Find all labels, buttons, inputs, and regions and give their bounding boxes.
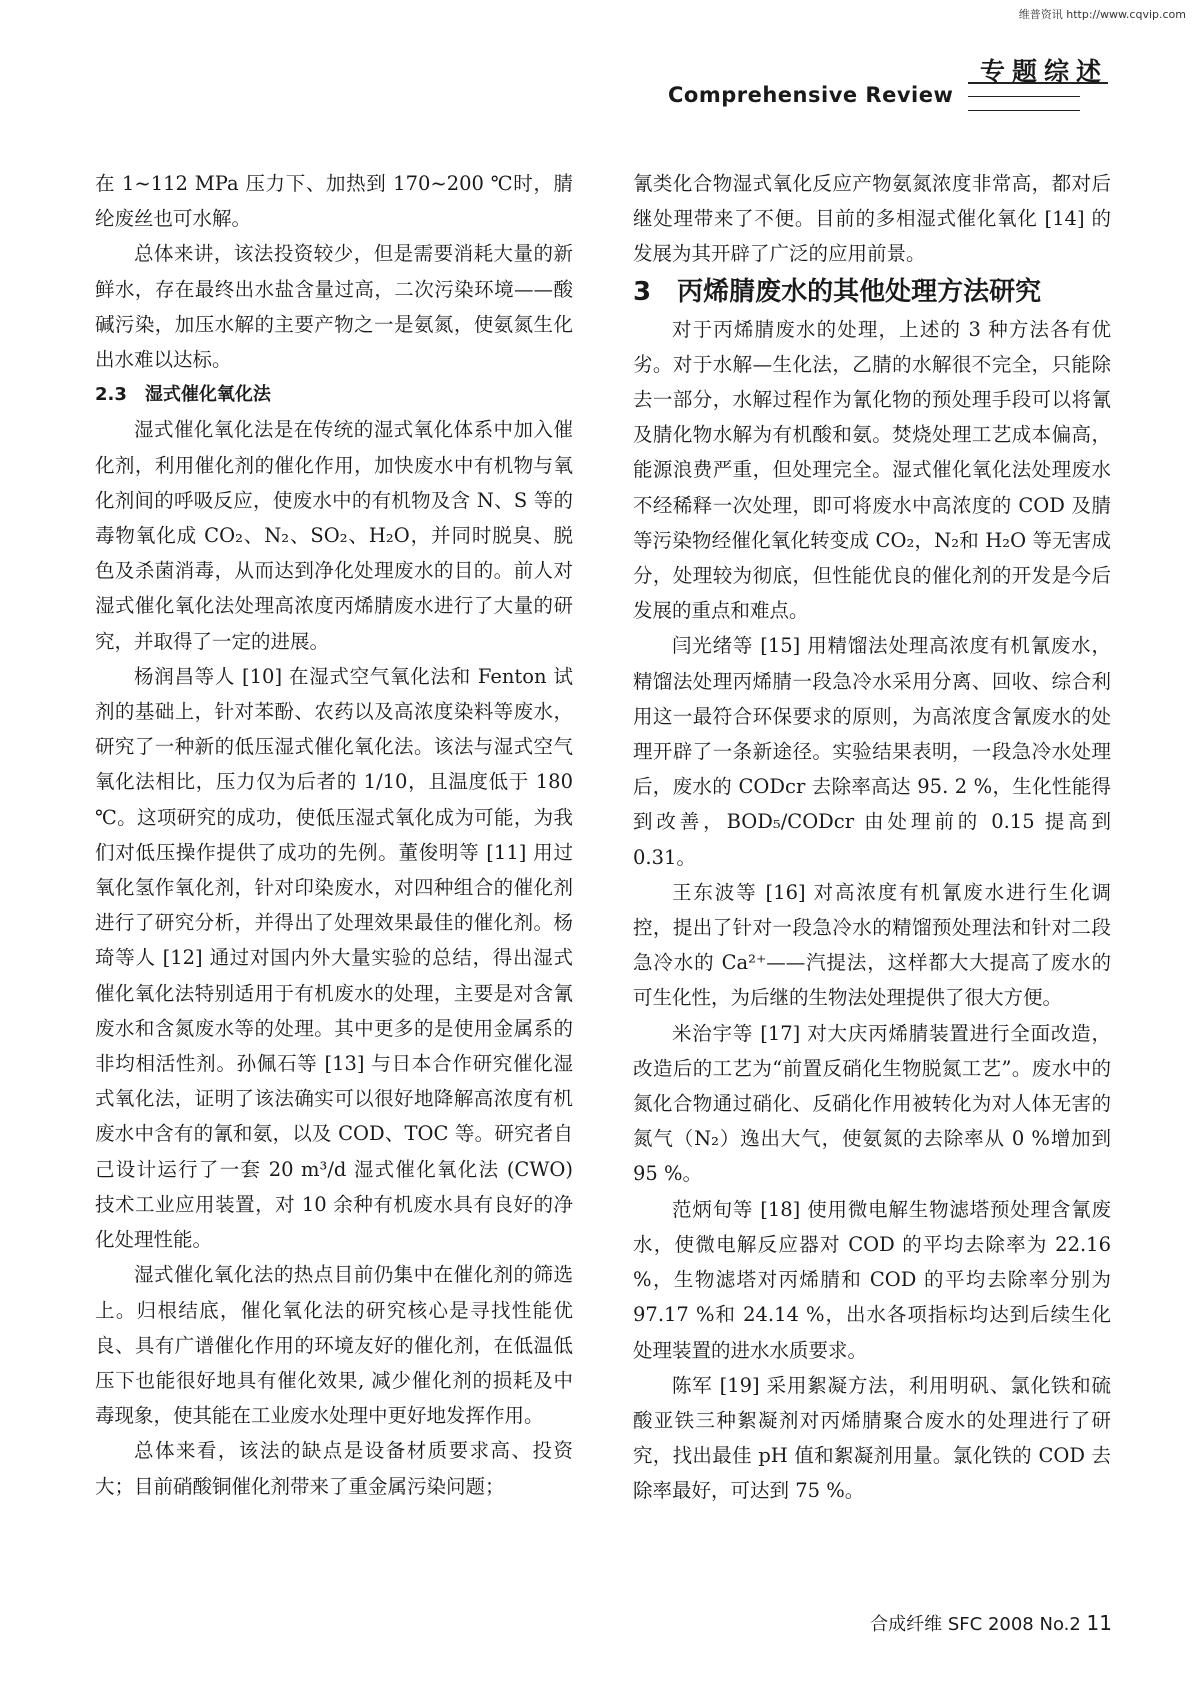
- subsection-heading: 2.3 湿式催化氧化法: [95, 384, 271, 406]
- section-header-en: Comprehensive Review: [668, 83, 954, 107]
- right-column: [633, 166, 1111, 1509]
- page-number: 11: [1086, 1611, 1112, 1635]
- paragraph: 王东波等 [16] 对高浓度有机氰废水进行生化调控，提出了针对一段急冷水的精馏预处理法和针对二段急冷水的 Ca²⁺——汽提法，这样都大大提高了废水的可生化性，为后继的生物法处理提供了很大方便。: [633, 880, 1111, 1010]
- paragraph: 闫光绪等 [15] 用精馏法处理高浓度有机氰废水，精馏法处理丙烯腈一段急冷水采用分离、回收、综合利用这一最符合环保要求的原则，为高浓度含氰废水的处理开辟了一条新途径。实验结果表明，一段急冷水处理后，废水的 CODcr 去除率高达 95. 2 %，生化性能得到改善，BOD₅/CODcr 由处理前的 0.15 提高到 0.31。: [633, 634, 1111, 869]
- paragraph: 氰类化合物湿式氧化反应产物氨氮浓度非常高，都对后继处理带来了不便。目前的多相湿式催化氧化 [14] 的发展为其开辟了广泛的应用前景。: [633, 172, 1111, 266]
- left-column: [95, 166, 573, 1504]
- header-rule: [968, 110, 1080, 111]
- paragraph: 米治宇等 [17] 对大庆丙烯腈装置进行全面改造，改造后的工艺为“前置反硝化生物脱氮工艺”。废水中的氮化合物通过硝化、反硝化作用被转化为对人体无害的氮气（N₂）逸出大气，使氨氮的去除率从 0 %增加到 95 %。: [633, 1021, 1111, 1186]
- header-rule: [968, 82, 1108, 84]
- section-header-cn: 专题综述: [979, 57, 1108, 86]
- paragraph: 湿式催化氧化法的热点目前仍集中在催化剂的筛选上。归根结底，催化氧化法的研究核心是寻找性能优良、具有广谱催化作用的环境友好的催化剂，在低温低压下也能很好地具有催化效果, 减少催化剂的损耗及中毒现象，使其能在工业废水处理中更好地发挥作用。: [95, 1263, 573, 1428]
- paragraph: 陈军 [19] 采用絮凝方法，利用明矾、氯化铁和硫酸亚铁三种絮凝剂对丙烯腈聚合废水的处理进行了研究，找出最佳 pH 值和絮凝剂用量。氯化铁的 COD 去除率最好，可达到 75 %。: [633, 1373, 1111, 1503]
- paragraph: 对于丙烯腈废水的处理，上述的 3 种方法各有优劣。对于水解—生化法，乙腈的水解很不完全，只能除去一部分，水解过程作为氰化物的预处理手段可以将氰及腈化物水解为有机酸和氨。焚烧处理工艺成本偏高，能源浪费严重，但处理完全。湿式催化氧化法处理废水不经稀释一次处理，即可将废水中高浓度的 COD 及腈等污染物经催化氧化转变成 CO₂，N₂和 H₂O 等无害成分，处理较为彻底，但性能优良的催化剂的开发是今后发展的重点和难点。: [633, 317, 1111, 623]
- page-footer: [870, 1610, 1112, 1636]
- paragraph: 总体来看，该法的缺点是设备材质要求高、投资大；目前硝酸铜催化剂带来了重金属污染问题；: [95, 1439, 573, 1498]
- paragraph: 杨润昌等人 [10] 在湿式空气氧化法和 Fenton 试剂的基础上，针对苯酚、农药以及高浓度染料等废水，研究了一种新的低压湿式催化氧化法。该法与湿式空气氧化法相比，压力仅为后者的 1/10，且温度低于 180 ℃。这项研究的成功，使低压湿式氧化成为可能，为我们对低压操作提供了成功的先例。董俊明等 [11] 用过氧化氢作氧化剂，针对印染废水，对四种组合的催化剂进行了研究分析，并得出了处理效果最佳的催化剂。杨琦等人 [12] 通过对国内外大量实验的总结，得出湿式催化氧化法特别适用于有机废水的处理，主要是对含氰废水和含氮废水等的处理。其中更多的是使用金属系的非均相活性剂。孙佩石等 [13] 与日本合作研究催化湿式氧化法，证明了该法确实可以很好地降解高浓度有机废水中含有的氰和氨，以及 COD、TOC 等。研究者自己设计运行了一套 20 m³/d 湿式催化氧化法 (CWO) 技术工业应用装置，对 10 余种有机废水具有良好的净化处理性能。: [95, 664, 573, 1252]
- paragraph: 范炳旬等 [18] 使用微电解生物滤塔预处理含氰废水，使微电解反应器对 COD 的平均去除率为 22.16 %，生物滤塔对丙烯腈和 COD 的平均去除率分别为 97.17 %和 24.14 %，出水各项指标均达到后续生化处理装置的进水水质要求。: [633, 1197, 1111, 1362]
- paragraph: 在 1~112 MPa 压力下、加热到 170~200 ℃时，腈纶废丝也可水解。: [95, 172, 573, 231]
- header-rule: [968, 96, 1080, 97]
- watermark: 维普资讯 http://www.cqvip.com: [1018, 8, 1186, 21]
- journal-info: 合成纤维 SFC 2008 No.2: [870, 1614, 1081, 1635]
- paragraph: 湿式催化氧化法是在传统的湿式氧化体系中加入催化剂，利用催化剂的催化作用，加快废水中有机物与氧化剂间的呼吸反应，使废水中的有机物及含 N、S 等的毒物氧化成 CO₂、N₂、SO₂、H₂O，并同时脱臭、脱色及杀菌消毒，从而达到净化处理废水的目的。前人对湿式催化氧化法处理高浓度丙烯腈废水进行了大量的研究，并取得了一定的进展。: [95, 418, 573, 653]
- paragraph: 总体来讲，该法投资较少，但是需要消耗大量的新鲜水，存在最终出水盐含量过高，二次污染环境——酸碱污染，加压水解的主要产物之一是氨氮，使氨氮生化出水难以达标。: [95, 242, 573, 372]
- section-heading: 3 丙烯腈废水的其他处理方法研究: [633, 276, 1042, 307]
